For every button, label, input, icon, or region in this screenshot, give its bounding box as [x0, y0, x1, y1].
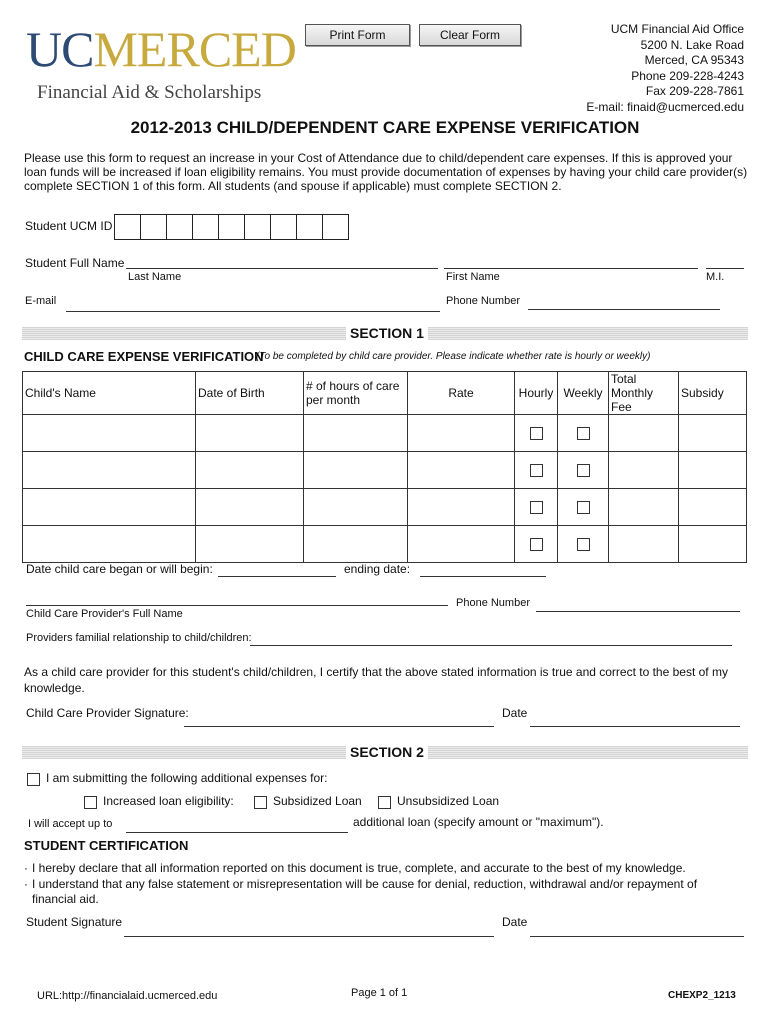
weekly-checkbox[interactable]: [577, 427, 590, 440]
provider-signature-field[interactable]: [184, 726, 494, 727]
logo-merced-text: MERCED: [93, 21, 296, 77]
child-name-cell[interactable]: [23, 489, 196, 526]
provider-phone-field[interactable]: [536, 611, 740, 612]
hours-cell[interactable]: [304, 452, 408, 489]
student-certification-heading: STUDENT CERTIFICATION: [24, 838, 189, 853]
student-id-digit-2[interactable]: [140, 214, 167, 240]
certification-bullet-1: · I hereby declare that all information reported on this document is true, complete, and accurate to the best of my knowledge.: [24, 861, 686, 875]
dob-cell[interactable]: [196, 415, 304, 452]
student-id-digit-4[interactable]: [192, 214, 219, 240]
weekly-checkbox[interactable]: [577, 538, 590, 551]
student-id-digit-3[interactable]: [166, 214, 193, 240]
weekly-cell: [558, 415, 609, 452]
relationship-label: Providers familial relationship to child/children:: [26, 632, 252, 644]
child-name-cell[interactable]: [23, 415, 196, 452]
hours-cell[interactable]: [304, 489, 408, 526]
section2-heading: SECTION 2: [346, 744, 428, 760]
col-childs-name: Child's Name: [23, 372, 196, 415]
hourly-cell: [515, 452, 558, 489]
hourly-cell: [515, 489, 558, 526]
total-fee-cell[interactable]: [609, 452, 679, 489]
intro-paragraph: Please use this form to request an increase in your Cost of Attendance due to child/dependent care expenses. If this is approved your loan funds will be increased if loan eligibility remains. You must provide documentation of expenses by having your child care provider(s) complete SECTION 1 of this form. All students (and spouse if applicable) must complete SECTION 2.: [24, 151, 748, 193]
student-id-digit-7[interactable]: [270, 214, 297, 240]
student-id-digit-9[interactable]: [322, 214, 349, 240]
table-row: [23, 415, 747, 452]
subsidy-cell[interactable]: [679, 489, 747, 526]
footer-code: CHEXP2_1213: [668, 990, 736, 1001]
subsidized-loan-label: Subsidized Loan: [273, 794, 362, 808]
weekly-cell: [558, 526, 609, 563]
relationship-field[interactable]: [250, 645, 732, 646]
student-id-digit-8[interactable]: [296, 214, 323, 240]
provider-signature-label: Child Care Provider Signature:: [26, 706, 189, 720]
office-name: UCM Financial Aid Office: [610, 22, 744, 36]
col-hours-per-month: # of hours of care per month: [304, 372, 408, 415]
hourly-checkbox[interactable]: [530, 538, 543, 551]
col-subsidy: Subsidy: [679, 372, 747, 415]
weekly-checkbox[interactable]: [577, 464, 590, 477]
weekly-checkbox[interactable]: [577, 501, 590, 514]
col-rate: Rate: [408, 372, 515, 415]
provider-certification: As a child care provider for this student's child/children, I certify that the above stated information is true and correct to the best of my knowledge.: [24, 665, 728, 695]
subsidy-cell[interactable]: [679, 452, 747, 489]
subsidy-cell[interactable]: [679, 415, 747, 452]
office-email: E-mail: finaid@ucmerced.edu: [586, 99, 744, 114]
hourly-cell: [515, 526, 558, 563]
logo-subtitle: Financial Aid & Scholarships: [37, 82, 262, 103]
care-began-label: Date child care began or will begin:: [26, 562, 213, 576]
page-title: 2012-2013 CHILD/DEPENDENT CARE EXPENSE VERIFICATION: [130, 118, 640, 137]
phone-field[interactable]: [528, 309, 720, 310]
rate-cell[interactable]: [408, 526, 515, 563]
table-header-row: [23, 372, 747, 415]
footer-page: Page 1 of 1: [351, 987, 408, 999]
col-weekly: Weekly: [558, 372, 609, 415]
first-name-label: First Name: [446, 271, 500, 283]
care-began-field[interactable]: [218, 576, 336, 577]
student-id-label: Student UCM ID: [25, 219, 113, 233]
footer-url: URL:http://financialaid.ucmerced.edu: [37, 990, 218, 1002]
provider-name-field[interactable]: [26, 605, 448, 606]
office-street: 5200 N. Lake Road: [640, 37, 744, 52]
section1-note: (To be completed by child care provider. Please indicate whether rate is hourly or weekly): [256, 351, 651, 362]
office-phone: Phone 209-228-4243: [631, 68, 744, 83]
table-row: [23, 452, 747, 489]
office-fax: Fax 209-228-7861: [645, 84, 744, 98]
provider-phone-label: Phone Number: [456, 597, 530, 609]
office-city: Merced, CA 95343: [644, 53, 744, 67]
child-name-cell[interactable]: [23, 452, 196, 489]
total-fee-cell[interactable]: [609, 526, 679, 563]
section1-heading: SECTION 1: [346, 325, 428, 341]
phone-label: Phone Number: [446, 295, 520, 307]
hourly-checkbox[interactable]: [530, 501, 543, 514]
col-date-of-birth: Date of Birth: [196, 372, 304, 415]
dob-cell[interactable]: [196, 489, 304, 526]
weekly-cell: [558, 489, 609, 526]
dob-cell[interactable]: [196, 452, 304, 489]
submitting-label: I am submitting the following additional expenses for:: [46, 771, 328, 785]
ending-date-field[interactable]: [420, 576, 546, 577]
clear-form-button[interactable]: Clear Form: [419, 24, 521, 46]
mi-field[interactable]: [706, 268, 744, 269]
hours-cell[interactable]: [304, 415, 408, 452]
print-form-button[interactable]: Print Form: [305, 24, 410, 46]
increased-eligibility-label: Increased loan eligibility:: [103, 794, 234, 808]
accept-label: I will accept up to: [28, 818, 113, 830]
rate-cell[interactable]: [408, 415, 515, 452]
table-row: [23, 489, 747, 526]
table-row: [23, 526, 747, 563]
additional-loan-label: additional loan (specify amount or "maximum").: [353, 815, 604, 829]
rate-cell[interactable]: [408, 489, 515, 526]
ending-date-label: ending date:: [344, 562, 411, 576]
child-care-table: [22, 371, 747, 563]
subsidized-loan-checkbox[interactable]: [254, 796, 267, 809]
child-name-cell[interactable]: [23, 526, 196, 563]
ucmerced-logo: [26, 21, 296, 77]
provider-name-label: Child Care Provider's Full Name: [26, 608, 183, 620]
col-hourly: Hourly: [515, 372, 558, 415]
unsubsidized-loan-checkbox[interactable]: [378, 796, 391, 809]
email-label: E-mail: [25, 295, 57, 307]
mi-label: M.I.: [706, 271, 725, 283]
subsidy-cell[interactable]: [679, 526, 747, 563]
student-signature-label: Student Signature: [26, 915, 123, 929]
total-fee-cell[interactable]: [609, 489, 679, 526]
col-total-monthly-fee: Total Monthly Fee: [609, 372, 679, 415]
email-field[interactable]: [66, 311, 440, 312]
submitting-checkbox[interactable]: [27, 773, 40, 786]
total-fee-cell[interactable]: [609, 415, 679, 452]
bullet-1-text: I hereby declare that all information reported on this document is true, complete, and accurate to the best of my knowledge.: [32, 861, 686, 875]
section1-subheading: CHILD CARE EXPENSE VERIFICATION: [24, 349, 264, 364]
provider-date-field[interactable]: [530, 726, 740, 727]
student-date-field[interactable]: [530, 936, 744, 937]
loan-amount-field[interactable]: [126, 832, 348, 833]
hourly-checkbox[interactable]: [530, 427, 543, 440]
student-id-digit-6[interactable]: [244, 214, 271, 240]
dob-cell[interactable]: [196, 526, 304, 563]
logo-uc-text: UC: [26, 21, 94, 77]
hours-cell[interactable]: [304, 526, 408, 563]
hourly-cell: [515, 415, 558, 452]
provider-date-label: Date: [502, 706, 528, 720]
last-name-field[interactable]: [126, 268, 438, 269]
student-id-digit-5[interactable]: [218, 214, 245, 240]
last-name-label: Last Name: [128, 271, 182, 283]
hourly-checkbox[interactable]: [530, 464, 543, 477]
student-date-label: Date: [502, 915, 528, 929]
certification-bullet-2: · I understand that any false statement or misrepresentation will be cause for denial, reduction, withdrawal and/or repayment of financial aid.: [24, 877, 698, 906]
office-address: [484, 22, 744, 115]
student-name-label: Student Full Name: [25, 256, 125, 270]
increased-eligibility-checkbox[interactable]: [84, 796, 97, 809]
first-name-field[interactable]: [444, 268, 698, 269]
bullet-2-text: I understand that any false statement or misrepresentation will be cause for denial, reduction, withdrawal and/or repayment of financial aid.: [32, 877, 698, 906]
rate-cell[interactable]: [408, 452, 515, 489]
student-signature-field[interactable]: [124, 936, 494, 937]
unsubsidized-loan-label: Unsubsidized Loan: [397, 794, 500, 808]
student-id-digit-1[interactable]: [114, 214, 141, 240]
weekly-cell: [558, 452, 609, 489]
